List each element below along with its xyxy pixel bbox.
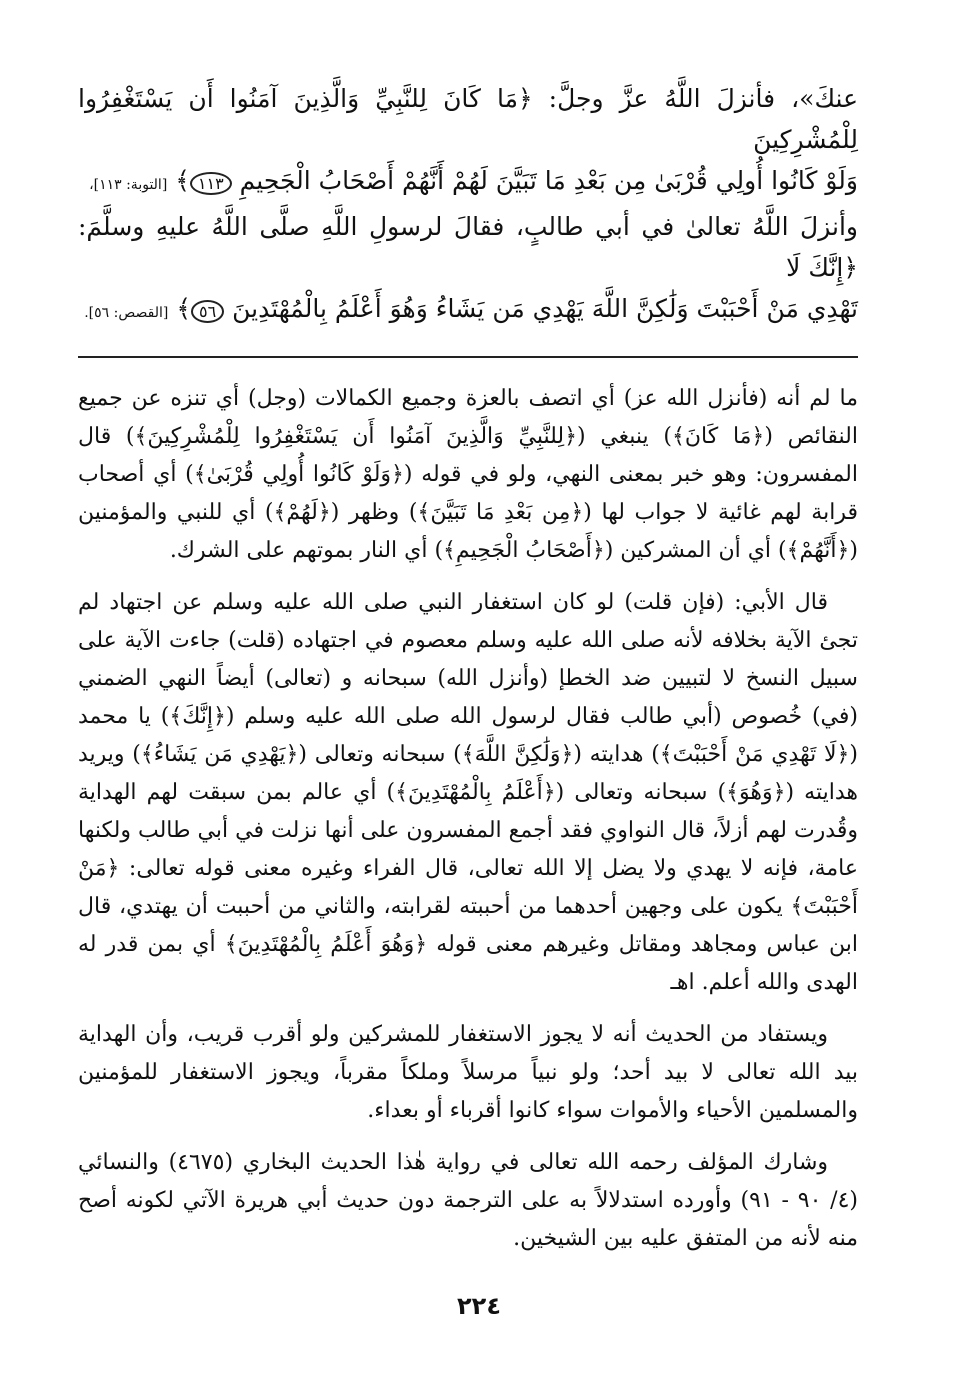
page-number: ٢٢٤ [457, 1292, 501, 1320]
hadith-line-3: وأنزلَ اللَّهُ تعالىٰ في أبي طالبٍ، فقالَ لرسولِ اللَّهِ صلَّى اللَّهُ عليهِ وسلَّمَ: ﴿إِنَّكَ لَا [78, 212, 858, 282]
hadith-line-1: عنكَ»، فأنزلَ اللَّهُ عزَّ وجلَّ: ﴿مَا كَانَ لِلنَّبِيِّ وَالَّذِينَ آمَنُوا أَن يَسْتَغْفِرُوا لِلْمُشْرِكِينَ [78, 84, 858, 154]
hadith-line [78, 78, 858, 160]
quran-verse-part: وَلَوْ كَانُوا أُولِي قُرْبَىٰ مِن بَعْدِ مَا تَبَيَّنَ لَهُمْ أَنَّهُمْ أَصْحَابُ الْجَحِيمِ [239, 166, 858, 195]
hadith-line [78, 206, 858, 288]
quran-verse-part: تَهْدِي مَنْ أَحْبَبْتَ وَلَٰكِنَّ اللَّهَ يَهْدِي مَن يَشَاءُ وَهُوَ أَعْلَمُ بِالْمُهْتَدِينَ [232, 294, 858, 323]
commentary-paragraph: قال الأبي: (فإن قلت) لو كان استغفار النبي صلى الله عليه وسلم عن اجتهاد لم تجئ الآية بخلافه لأنه صلى الله عليه وسلم معصوم في اجتهاده (قلت) جاءت الآية على سبيل النسخ لا لتبيين ضد الخطإ (وأنزل الله) سبحانه و (تعالى) أيضاً النهي الضمني (في) خُصوص (أبي طالب فقال لرسول الله صلى الله عليه وسلم (﴿إِنَّكَ﴾) يا محمد (﴿لَا تَهْدِي مَنْ أَحْبَبْتَ﴾) هدايته (﴿وَلَٰكِنَّ اللَّهَ﴾) سبحانه وتعالى (﴿يَهْدِي مَن يَشَاءُ﴾) ويريد هدايته (﴿وَهُوَ﴾) سبحانه وتعالى (﴿أَعْلَمُ بِالْمُهْتَدِينَ﴾) أي عالم بمن سبقت لهم الهداية وقُدرت لهم أزلاً، قال النواوي فقد أجمع المفسرون على أنها نزلت في أبي طالب ولكنها عامة، فإنه لا يهدي ولا يضل إلا الله تعالى، قال الفراء وغيره معنى قوله تعالى: ﴿مَنْ أَحْبَبْتَ﴾ يكون على وجهين أحدهما من أحببته لقرابته، والثاني من أحببت أن يهتدي، قال ابن عباس ومجاهد ومقاتل وغيرهم معنى قوله ﴿وَهُوَ أَعْلَمُ بِالْمُهْتَدِينَ﴾ أي بمن قدر له الهدى والله أعلم. اهـ [78, 590, 858, 995]
surah-reference: [التوبة: ١١٣]، [89, 177, 168, 193]
section-divider [78, 356, 858, 358]
commentary-paragraph: ويستفاد من الحديث أنه لا يجوز الاستغفار للمشركين ولو أقرب قريب، وأن الهداية بيد الله تعالى لا بيد أحد؛ ولو نبياً مرسلاً وملكاً مقرباً، ويجوز الاستغفار للمؤمنين والمسلمين الأحياء والأموات سواء كانوا أقرباء أو بعداء. [78, 1022, 858, 1123]
commentary-paragraph: وشارك المؤلف رحمه الله تعالى في رواية هٰذا الحديث البخاري (٤٦٧٥) والنسائي (٤/ ٩٠ - ٩١) وأورده استدلالاً به على الترجمة دون حديث أبي هريرة الآتي لكونه أصح منه لأنه من المتفق عليه بين الشيخين. [78, 1150, 859, 1251]
ayah-number-marker: ١١٣ [190, 172, 232, 195]
hadith-line: وَلَوْ كَانُوا أُولِي قُرْبَىٰ مِن بَعْدِ مَا تَبَيَّنَ لَهُمْ أَنَّهُمْ أَصْحَابُ الْجَحِيمِ ١١٣﴾ [التوبة: ١١٣]، [89, 166, 858, 195]
hadith-line: تَهْدِي مَنْ أَحْبَبْتَ وَلَٰكِنَّ اللَّهَ يَهْدِي مَن يَشَاءُ وَهُوَ أَعْلَمُ بِالْمُهْتَدِينَ ٥٦﴾ [القصص: ٥٦]. [84, 294, 858, 323]
commentary-text [78, 380, 858, 1258]
hadith-text [78, 78, 858, 334]
ayah-number-marker: ٥٦ [191, 300, 224, 323]
surah-reference: [القصص: ٥٦]. [84, 305, 169, 321]
commentary-paragraph: ما لم أنه (فأنزل الله عز) أي اتصف بالعزة وجميع الكمالات (وجل) أي تنزه عن جميع النقائص (﴿مَا كَانَ﴾) ينبغي (﴿لِلنَّبِيِّ وَالَّذِينَ آمَنُوا أَن يَسْتَغْفِرُوا لِلْمُشْرِكِينَ﴾) قال المفسرون: وهو خبر بمعنى النهي، ولو في قوله (﴿وَلَوْ كَانُوا أُولِي قُرْبَىٰ﴾) أي أصحاب قرابة لهم غائية لا جواب لها (﴿مِن بَعْدِ مَا تَبَيَّنَ﴾) وظهر (﴿لَهُمْ﴾) أي للنبي والمؤمنين (﴿أَنَّهُمْ﴾) أي أن المشركين (﴿أَصْحَابُ الْجَحِيمِ﴾) أي النار بموتهم على الشرك. [78, 386, 858, 563]
page-content [78, 78, 858, 1272]
